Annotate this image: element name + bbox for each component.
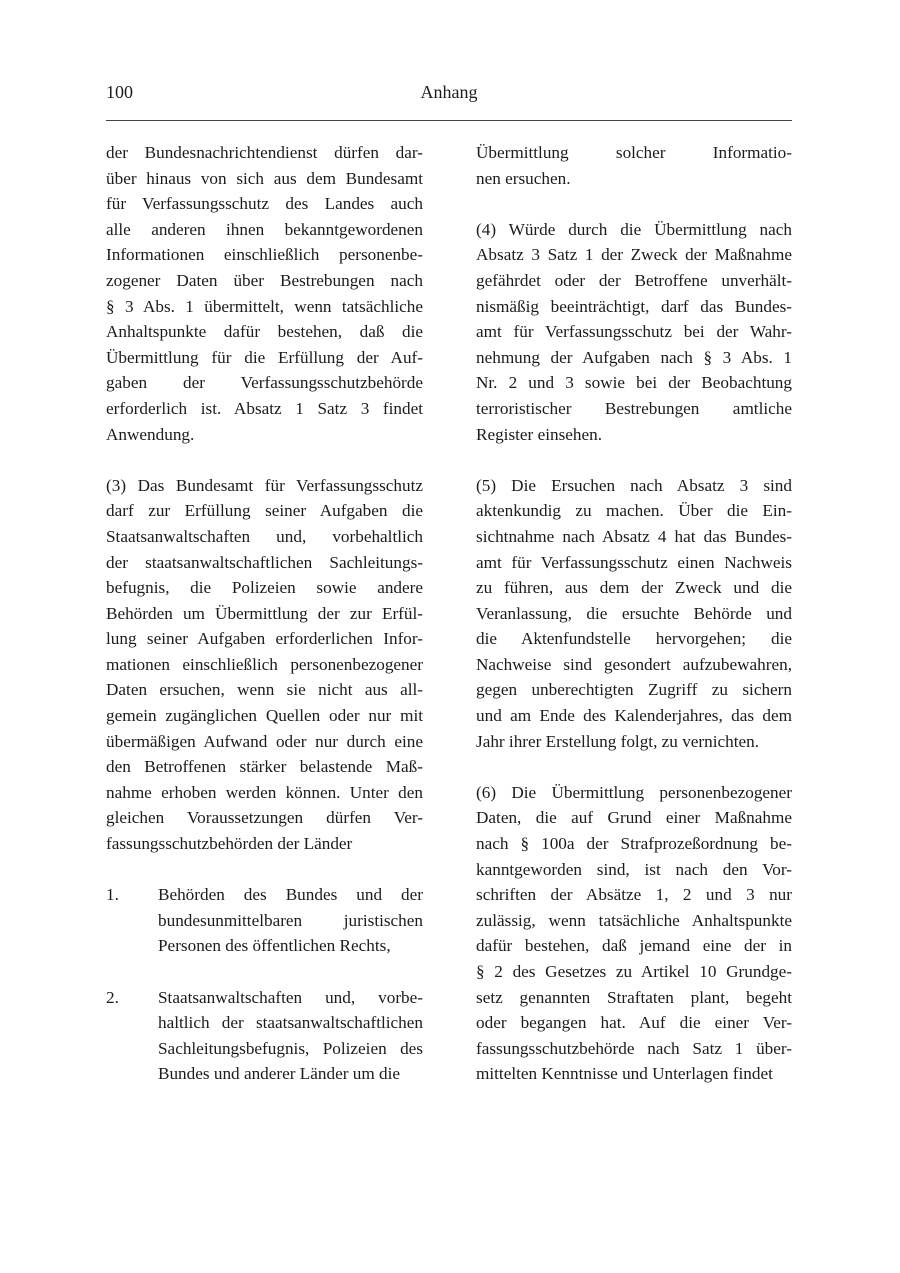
text-line: § 2 des Gesetzes zu Artikel 10 Grundge- — [476, 962, 792, 981]
text-line: mittelten Kenntnisse und Unterlagen findet — [476, 1064, 773, 1084]
text-line: Daten ersuchen, wenn sie nicht aus all- — [106, 680, 423, 700]
text-line: bundesunmittelbaren juristischen — [158, 910, 423, 930]
text-line: Behörden um Übermittlung der zur Erfül- — [106, 603, 423, 623]
text-line: Behörden des Bundes und der — [158, 885, 423, 905]
text-line: für Verfassungsschutz des Landes auch — [106, 194, 423, 214]
text-line: setz genannten Straftaten plant, begeht — [476, 987, 792, 1007]
text-line: gefährdet oder der Betroffene unverhält- — [476, 270, 792, 290]
paragraph-3 — [106, 473, 423, 857]
text-line: terroristischer Bestrebungen amtliche — [476, 398, 792, 418]
text-line: Absatz 3 Satz 1 der Zweck der Maßnahme — [476, 245, 792, 265]
text-line: Anhaltspunkte dafür bestehen, daß die — [106, 322, 423, 342]
right-column — [476, 140, 792, 1113]
text-line: gleichen Voraussetzungen dürfen Ver- — [106, 808, 423, 828]
text-line: nen ersuchen. — [476, 168, 571, 188]
text-line: (4) Würde durch die Übermittlung nach — [476, 219, 792, 239]
text-line: amt für Verfassungsschutz einen Nachweis — [476, 552, 792, 572]
page-header — [106, 82, 792, 108]
text-line: der Bundesnachrichtendienst dürfen dar- — [106, 143, 423, 162]
text-line: übermäßigen Aufwand oder nur durch eine — [106, 731, 423, 751]
text-line: Anwendung. — [106, 424, 195, 444]
text-line: gaben der Verfassungsschutzbehörde — [106, 373, 423, 393]
text-line: (5) Die Ersuchen nach Absatz 3 sind — [476, 475, 792, 495]
list-item-2 — [106, 985, 423, 1087]
text-line: sichtnahme nach Absatz 4 hat das Bundes- — [476, 526, 792, 546]
header-rule — [106, 120, 792, 121]
text-line: schriften der Absätze 1, 2 und 3 nur — [476, 885, 792, 905]
text-line: gemein zugänglichen Quellen oder nur mit — [106, 706, 423, 726]
paragraph-4 — [476, 217, 792, 447]
text-line: nahme erhoben werden können. Unter den — [106, 782, 423, 802]
text-line: nismäßig beeinträchtigt, darf das Bundes- — [476, 296, 792, 316]
text-line: kanntgeworden sind, ist nach den Vor- — [476, 859, 792, 879]
text-line: (6) Die Übermittlung personenbezogener — [476, 782, 792, 802]
paragraph-3-continuation — [476, 140, 792, 191]
left-column — [106, 140, 423, 1113]
paragraph-6 — [476, 780, 792, 1087]
text-line: über hinaus von sich aus dem Bundesamt — [106, 168, 423, 188]
text-line: den Betroffenen stärker belastende Maß- — [106, 757, 423, 777]
text-line: fassungsschutzbehörden der Länder — [106, 834, 353, 854]
text-line: Staatsanwaltschaften und, vorbe- — [158, 987, 423, 1007]
text-line: Nr. 2 und 3 sowie bei der Beobachtung — [476, 373, 792, 393]
text-line: Informationen einschließlich personenbe- — [106, 245, 423, 265]
enumerated-list — [106, 882, 423, 1087]
list-item-1 — [106, 882, 423, 959]
text-line: dafür bestehen, daß jemand eine der in — [476, 936, 792, 956]
text-line: Sachleitungsbefugnis, Polizeien des — [158, 1038, 423, 1058]
text-line: zogener Daten über Bestrebungen nach — [106, 270, 423, 290]
list-item-number: 1. — [106, 885, 119, 905]
text-line: § 3 Abs. 1 übermittelt, wenn tatsächliche — [106, 296, 423, 316]
text-line: Übermittlung solcher Informatio- — [476, 143, 792, 162]
text-line: zu führen, aus dem der Zweck und die — [476, 578, 792, 598]
text-line: Nachweise sind gesondert aufzubewahren, — [476, 654, 792, 674]
text-line: Register einsehen. — [476, 424, 603, 444]
page-number: 100 — [106, 82, 133, 102]
text-line: Staatsanwaltschaften und, vorbehaltlich — [106, 526, 423, 546]
text-line: Bundes und anderer Länder um die — [158, 1064, 400, 1084]
text-line: alle anderen ihnen bekanntgewordenen — [106, 219, 423, 239]
text-line: oder begangen hat. Auf die einer Ver- — [476, 1013, 792, 1033]
text-line: haltlich der staatsanwaltschaftlichen — [158, 1013, 423, 1033]
text-line: lung seiner Aufgaben erforderlichen Infor- — [106, 629, 423, 649]
text-line: Daten, die auf Grund einer Maßnahme — [476, 808, 792, 828]
list-item-number: 2. — [106, 987, 119, 1007]
text-line: der staatsanwaltschaftlichen Sachleitungs- — [106, 552, 423, 572]
list-item-text — [158, 882, 423, 959]
text-line: befugnis, die Polizeien sowie andere — [106, 578, 423, 598]
text-line: Veranlassung, die ersuchte Behörde und — [476, 603, 792, 623]
text-line: darf zur Erfüllung seiner Aufgaben die — [106, 501, 423, 521]
text-line: erforderlich ist. Absatz 1 Satz 3 findet — [106, 398, 423, 418]
text-line: fassungsschutzbehörde nach Satz 1 über- — [476, 1038, 792, 1058]
text-line: Personen des öffentlichen Rechts, — [158, 936, 391, 956]
paragraph-5 — [476, 473, 792, 755]
text-line: (3) Das Bundesamt für Verfassungsschutz — [106, 475, 423, 495]
text-line: gegen unberechtigten Zugriff zu sichern — [476, 680, 792, 700]
text-line: nehmung der Aufgaben nach § 3 Abs. 1 — [476, 347, 792, 367]
text-line: Jahr ihrer Erstellung folgt, zu vernichten. — [476, 731, 760, 751]
text-line: Übermittlung für die Erfüllung der Auf- — [106, 347, 423, 367]
text-line: aktenkundig zu machen. Über die Ein- — [476, 501, 792, 521]
text-line: amt für Verfassungsschutz bei der Wahr- — [476, 322, 792, 342]
paragraph-2-continuation — [106, 140, 423, 447]
running-title: Anhang — [420, 82, 478, 102]
text-line: und am Ende des Kalenderjahres, das dem — [476, 706, 792, 726]
text-line: mationen einschließlich personenbezogener — [106, 654, 423, 674]
text-line: die Aktenfundstelle hervorgehen; die — [476, 629, 792, 649]
text-line: zulässig, wenn tatsächliche Anhaltspunkte — [476, 910, 792, 930]
text-line: nach § 100a der Strafprozeßordnung be- — [476, 834, 792, 854]
list-item-text — [158, 985, 423, 1087]
